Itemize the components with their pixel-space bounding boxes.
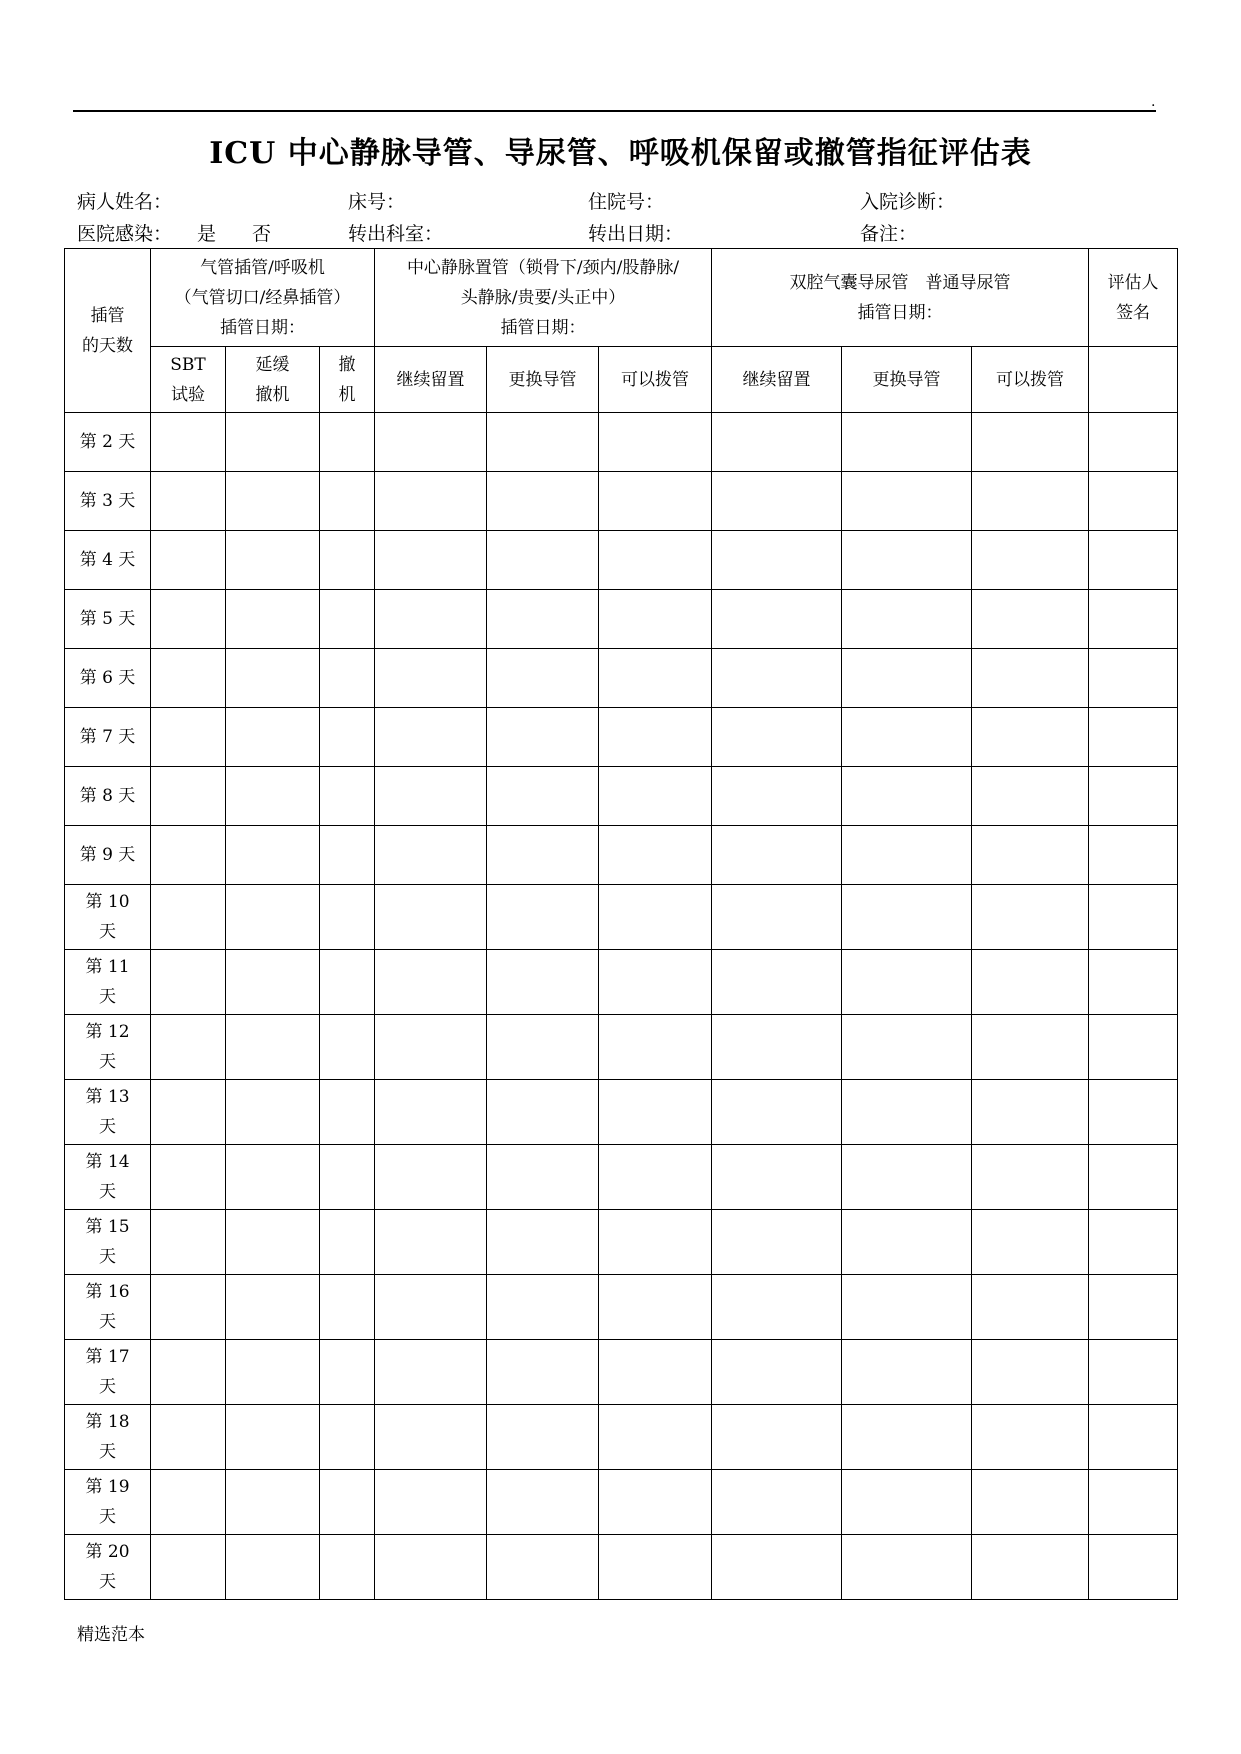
entry-cell[interactable] [320,1275,375,1340]
entry-cell[interactable] [375,1405,487,1470]
entry-cell[interactable] [712,1080,842,1145]
table-row [65,950,1178,1015]
table-row [65,885,1178,950]
entry-cell[interactable] [320,826,375,885]
insertion-days-header: 插管 的天数 [65,249,151,413]
entry-cell[interactable] [375,950,487,1015]
entry-cell[interactable] [487,590,599,649]
day-label: 第 18 天 [65,1405,151,1470]
cvc-continue-header: 继续留置 [375,347,487,413]
table-row [65,1405,1178,1470]
entry-cell[interactable] [842,950,972,1015]
entry-cell[interactable] [375,1470,487,1535]
entry-cell[interactable] [320,1210,375,1275]
day-label: 第 6 天 [65,649,151,708]
entry-cell[interactable] [320,531,375,590]
table-row [65,826,1178,885]
entry-cell[interactable] [842,826,972,885]
entry-cell[interactable] [1089,1210,1178,1275]
footer-note: 精选范本 [77,1625,145,1645]
entry-cell[interactable] [226,767,320,826]
table-row [65,649,1178,708]
entry-cell[interactable] [842,472,972,531]
entry-cell[interactable] [151,649,226,708]
entry-cell[interactable] [487,531,599,590]
entry-cell[interactable] [599,1210,712,1275]
entry-cell[interactable] [712,1145,842,1210]
entry-cell[interactable] [487,413,599,472]
entry-cell[interactable] [972,885,1089,950]
entry-cell[interactable] [320,767,375,826]
entry-cell[interactable] [712,1470,842,1535]
entry-cell[interactable] [320,950,375,1015]
admission-diagnosis-label: 入院诊断： [860,191,956,213]
entry-cell[interactable] [375,472,487,531]
entry-cell[interactable] [226,826,320,885]
entry-cell[interactable] [712,531,842,590]
entry-cell[interactable] [226,1080,320,1145]
day-label: 第 8 天 [65,767,151,826]
entry-cell[interactable] [1089,590,1178,649]
entry-cell[interactable] [151,708,226,767]
entry-cell[interactable] [972,950,1089,1015]
entry-cell[interactable] [1089,472,1178,531]
entry-cell[interactable] [972,1470,1089,1535]
day-label: 第 13 天 [65,1080,151,1145]
entry-cell[interactable] [599,1275,712,1340]
entry-cell[interactable] [842,1340,972,1405]
entry-cell[interactable] [972,590,1089,649]
entry-cell[interactable] [375,767,487,826]
cvc-replace-header: 更换导管 [487,347,599,413]
entry-cell[interactable] [712,1535,842,1600]
table-row [65,1275,1178,1340]
urinary-insertion-date-label: 插管日期： [857,302,943,323]
entry-cell[interactable] [599,590,712,649]
entry-cell[interactable] [599,413,712,472]
assessor-signature-header: 评估人 签名 [1089,249,1178,347]
sbt-trial-header: SBT 试验 [151,347,226,413]
cvc-insertion-date-label: 插管日期： [500,317,586,338]
entry-cell[interactable] [712,413,842,472]
entry-cell[interactable] [151,1470,226,1535]
entry-cell[interactable] [375,885,487,950]
entry-cell[interactable] [487,826,599,885]
entry-cell[interactable] [1089,1535,1178,1600]
entry-cell[interactable] [226,1470,320,1535]
entry-cell[interactable] [972,1080,1089,1145]
entry-cell[interactable] [487,1145,599,1210]
entry-cell[interactable] [842,590,972,649]
entry-cell[interactable] [712,1275,842,1340]
entry-cell[interactable] [972,1145,1089,1210]
entry-cell[interactable] [599,950,712,1015]
urinary-remove-header: 可以拨管 [972,347,1089,413]
entry-cell[interactable] [375,1535,487,1600]
entry-cell[interactable] [375,590,487,649]
entry-cell[interactable] [712,1405,842,1470]
entry-cell[interactable] [972,413,1089,472]
header-rule [73,110,1156,112]
entry-cell[interactable] [151,472,226,531]
entry-cell[interactable] [226,1535,320,1600]
entry-cell[interactable] [151,1340,226,1405]
entry-cell[interactable] [320,708,375,767]
entry-cell[interactable] [226,950,320,1015]
entry-cell[interactable] [712,1210,842,1275]
entry-cell[interactable] [151,1145,226,1210]
assessor-signature-subheader [1089,347,1178,413]
ventilator-insertion-date-label: 插管日期： [220,317,306,338]
entry-cell[interactable] [972,1535,1089,1600]
entry-cell[interactable] [599,649,712,708]
entry-cell[interactable] [151,1535,226,1600]
table-row [65,1470,1178,1535]
entry-cell[interactable] [599,1405,712,1470]
entry-cell[interactable] [712,708,842,767]
bed-number-label: 床号： [348,191,406,213]
entry-cell[interactable] [972,1275,1089,1340]
urinary-replace-header: 更换导管 [842,347,972,413]
entry-cell[interactable] [972,826,1089,885]
entry-cell[interactable] [487,950,599,1015]
entry-cell[interactable] [599,885,712,950]
entry-cell[interactable] [842,531,972,590]
entry-cell[interactable] [842,1470,972,1535]
entry-cell[interactable] [972,1340,1089,1405]
entry-cell[interactable] [375,649,487,708]
entry-cell[interactable] [842,1015,972,1080]
entry-cell[interactable] [842,1275,972,1340]
corner-dot: . [1151,94,1156,110]
entry-cell[interactable] [842,767,972,826]
entry-cell[interactable] [151,826,226,885]
entry-cell[interactable] [599,1145,712,1210]
entry-cell[interactable] [375,1015,487,1080]
day-label: 第 19 天 [65,1470,151,1535]
entry-cell[interactable] [487,885,599,950]
entry-cell[interactable] [226,885,320,950]
entry-cell[interactable] [226,1275,320,1340]
entry-cell[interactable] [375,1145,487,1210]
day-label: 第 7 天 [65,708,151,767]
entry-cell[interactable] [599,1080,712,1145]
entry-cell[interactable] [151,950,226,1015]
entry-cell[interactable] [151,531,226,590]
entry-cell[interactable] [599,1015,712,1080]
table-row [65,1015,1178,1080]
entry-cell[interactable] [226,1210,320,1275]
entry-cell[interactable] [320,649,375,708]
delay-weaning-header: 延缓 撤机 [226,347,320,413]
entry-cell[interactable] [226,590,320,649]
entry-cell[interactable] [1089,950,1178,1015]
infection-no-option[interactable]: 否 [252,223,272,245]
entry-cell[interactable] [487,472,599,531]
entry-cell[interactable] [151,1275,226,1340]
entry-cell[interactable] [842,649,972,708]
day-label: 第 16 天 [65,1275,151,1340]
entry-cell[interactable] [375,1340,487,1405]
entry-cell[interactable] [487,1080,599,1145]
day-label: 第 5 天 [65,590,151,649]
entry-cell[interactable] [226,472,320,531]
entry-cell[interactable] [226,531,320,590]
entry-cell[interactable] [226,1145,320,1210]
day-label: 第 20 天 [65,1535,151,1600]
entry-cell[interactable] [487,1015,599,1080]
table-row [65,413,1178,472]
entry-cell[interactable] [226,1405,320,1470]
entry-cell[interactable] [320,1535,375,1600]
entry-cell[interactable] [1089,1145,1178,1210]
entry-cell[interactable] [712,885,842,950]
day-label: 第 3 天 [65,472,151,531]
entry-cell[interactable] [1089,649,1178,708]
urinary-continue-header: 继续留置 [712,347,842,413]
entry-cell[interactable] [972,649,1089,708]
entry-cell[interactable] [1089,413,1178,472]
entry-cell[interactable] [1089,1405,1178,1470]
day-label: 第 2 天 [65,413,151,472]
table-row [65,590,1178,649]
entry-cell[interactable] [375,708,487,767]
transfer-department-label: 转出科室： [348,223,444,245]
entry-cell[interactable] [712,950,842,1015]
entry-cell[interactable] [226,1015,320,1080]
entry-cell[interactable] [1089,1015,1178,1080]
admission-number-label: 住院号： [588,191,665,213]
entry-cell[interactable] [226,413,320,472]
entry-cell[interactable] [972,1405,1089,1470]
entry-cell[interactable] [320,472,375,531]
entry-cell[interactable] [712,649,842,708]
cvc-group-header: 中心静脉置管（锁骨下/颈内/股静脉/ 头静脉/贵要/头正中） 插管日期： [375,249,712,347]
entry-cell[interactable] [320,885,375,950]
cvc-remove-header: 可以拨管 [599,347,712,413]
entry-cell[interactable] [1089,885,1178,950]
entry-cell[interactable] [1089,708,1178,767]
page-title: ICU 中心静脉导管、导尿管、呼吸机保留或撤管指征评估表 [209,136,1032,171]
entry-cell[interactable] [487,1210,599,1275]
entry-cell[interactable] [712,1015,842,1080]
entry-cell[interactable] [1089,1080,1178,1145]
entry-cell[interactable] [375,1275,487,1340]
entry-cell[interactable] [487,1535,599,1600]
entry-cell[interactable] [599,472,712,531]
entry-cell[interactable] [842,1080,972,1145]
entry-cell[interactable] [972,1210,1089,1275]
entry-cell[interactable] [151,885,226,950]
entry-cell[interactable] [1089,826,1178,885]
entry-cell[interactable] [375,1210,487,1275]
entry-cell[interactable] [375,531,487,590]
entry-cell[interactable] [320,1340,375,1405]
entry-cell[interactable] [1089,1470,1178,1535]
entry-cell[interactable] [375,413,487,472]
entry-cell[interactable] [1089,1340,1178,1405]
assessment-table [64,248,1178,1600]
entry-cell[interactable] [320,590,375,649]
entry-cell[interactable] [487,1275,599,1340]
day-label: 第 17 天 [65,1340,151,1405]
entry-cell[interactable] [599,1535,712,1600]
table-row [65,531,1178,590]
day-label: 第 10 天 [65,885,151,950]
urinary-catheter-group-header: 双腔气囊导尿管 普通导尿管 插管日期： [712,249,1089,347]
entry-cell[interactable] [226,649,320,708]
entry-cell[interactable] [599,767,712,826]
entry-cell[interactable] [842,1145,972,1210]
day-label: 第 9 天 [65,826,151,885]
ventilator-group-header: 气管插管/呼吸机 （气管切口/经鼻插管） 插管日期： [151,249,375,347]
entry-cell[interactable] [599,708,712,767]
table-row [65,708,1178,767]
table-row [65,472,1178,531]
entry-cell[interactable] [842,1405,972,1470]
entry-cell[interactable] [375,826,487,885]
infection-yes-option[interactable]: 是 [197,223,217,245]
day-label: 第 4 天 [65,531,151,590]
entry-cell[interactable] [842,1535,972,1600]
table-row [65,1145,1178,1210]
entry-cell[interactable] [375,1080,487,1145]
hospital-infection-label: 医院感染： [77,223,173,245]
entry-cell[interactable] [487,1470,599,1535]
entry-cell[interactable] [320,1470,375,1535]
entry-cell[interactable] [972,531,1089,590]
entry-cell[interactable] [842,413,972,472]
entry-cell[interactable] [712,826,842,885]
day-label: 第 11 天 [65,950,151,1015]
entry-cell[interactable] [599,826,712,885]
day-label: 第 14 天 [65,1145,151,1210]
entry-cell[interactable] [151,590,226,649]
entry-cell[interactable] [151,767,226,826]
entry-cell[interactable] [712,1340,842,1405]
entry-cell[interactable] [487,767,599,826]
table-row [65,1535,1178,1600]
entry-cell[interactable] [712,767,842,826]
entry-cell[interactable] [599,531,712,590]
table-row [65,1340,1178,1405]
entry-cell[interactable] [151,1405,226,1470]
entry-cell[interactable] [599,1340,712,1405]
entry-cell[interactable] [487,1405,599,1470]
entry-cell[interactable] [487,708,599,767]
entry-cell[interactable] [151,1210,226,1275]
entry-cell[interactable] [1089,767,1178,826]
table-row [65,767,1178,826]
transfer-date-label: 转出日期： [588,223,684,245]
entry-cell[interactable] [151,1015,226,1080]
entry-cell[interactable] [842,1210,972,1275]
table-row [65,1210,1178,1275]
entry-cell[interactable] [151,413,226,472]
entry-cell[interactable] [487,1340,599,1405]
patient-name-label: 病人姓名： [77,191,173,213]
entry-cell[interactable] [712,590,842,649]
entry-cell[interactable] [972,708,1089,767]
entry-cell[interactable] [1089,531,1178,590]
entry-cell[interactable] [972,767,1089,826]
remarks-label: 备注： [860,223,918,245]
wean-header: 撤 机 [320,347,375,413]
entry-cell[interactable] [320,413,375,472]
table-row [65,1080,1178,1145]
day-label: 第 12 天 [65,1015,151,1080]
entry-cell[interactable] [320,1080,375,1145]
entry-cell[interactable] [226,1340,320,1405]
entry-cell[interactable] [320,1145,375,1210]
entry-cell[interactable] [487,649,599,708]
entry-cell[interactable] [599,1470,712,1535]
entry-cell[interactable] [1089,1275,1178,1340]
entry-cell[interactable] [712,472,842,531]
entry-cell[interactable] [842,885,972,950]
entry-cell[interactable] [320,1405,375,1470]
entry-cell[interactable] [226,708,320,767]
day-label: 第 15 天 [65,1210,151,1275]
entry-cell[interactable] [972,1015,1089,1080]
entry-cell[interactable] [320,1015,375,1080]
entry-cell[interactable] [842,708,972,767]
entry-cell[interactable] [972,472,1089,531]
entry-cell[interactable] [151,1080,226,1145]
